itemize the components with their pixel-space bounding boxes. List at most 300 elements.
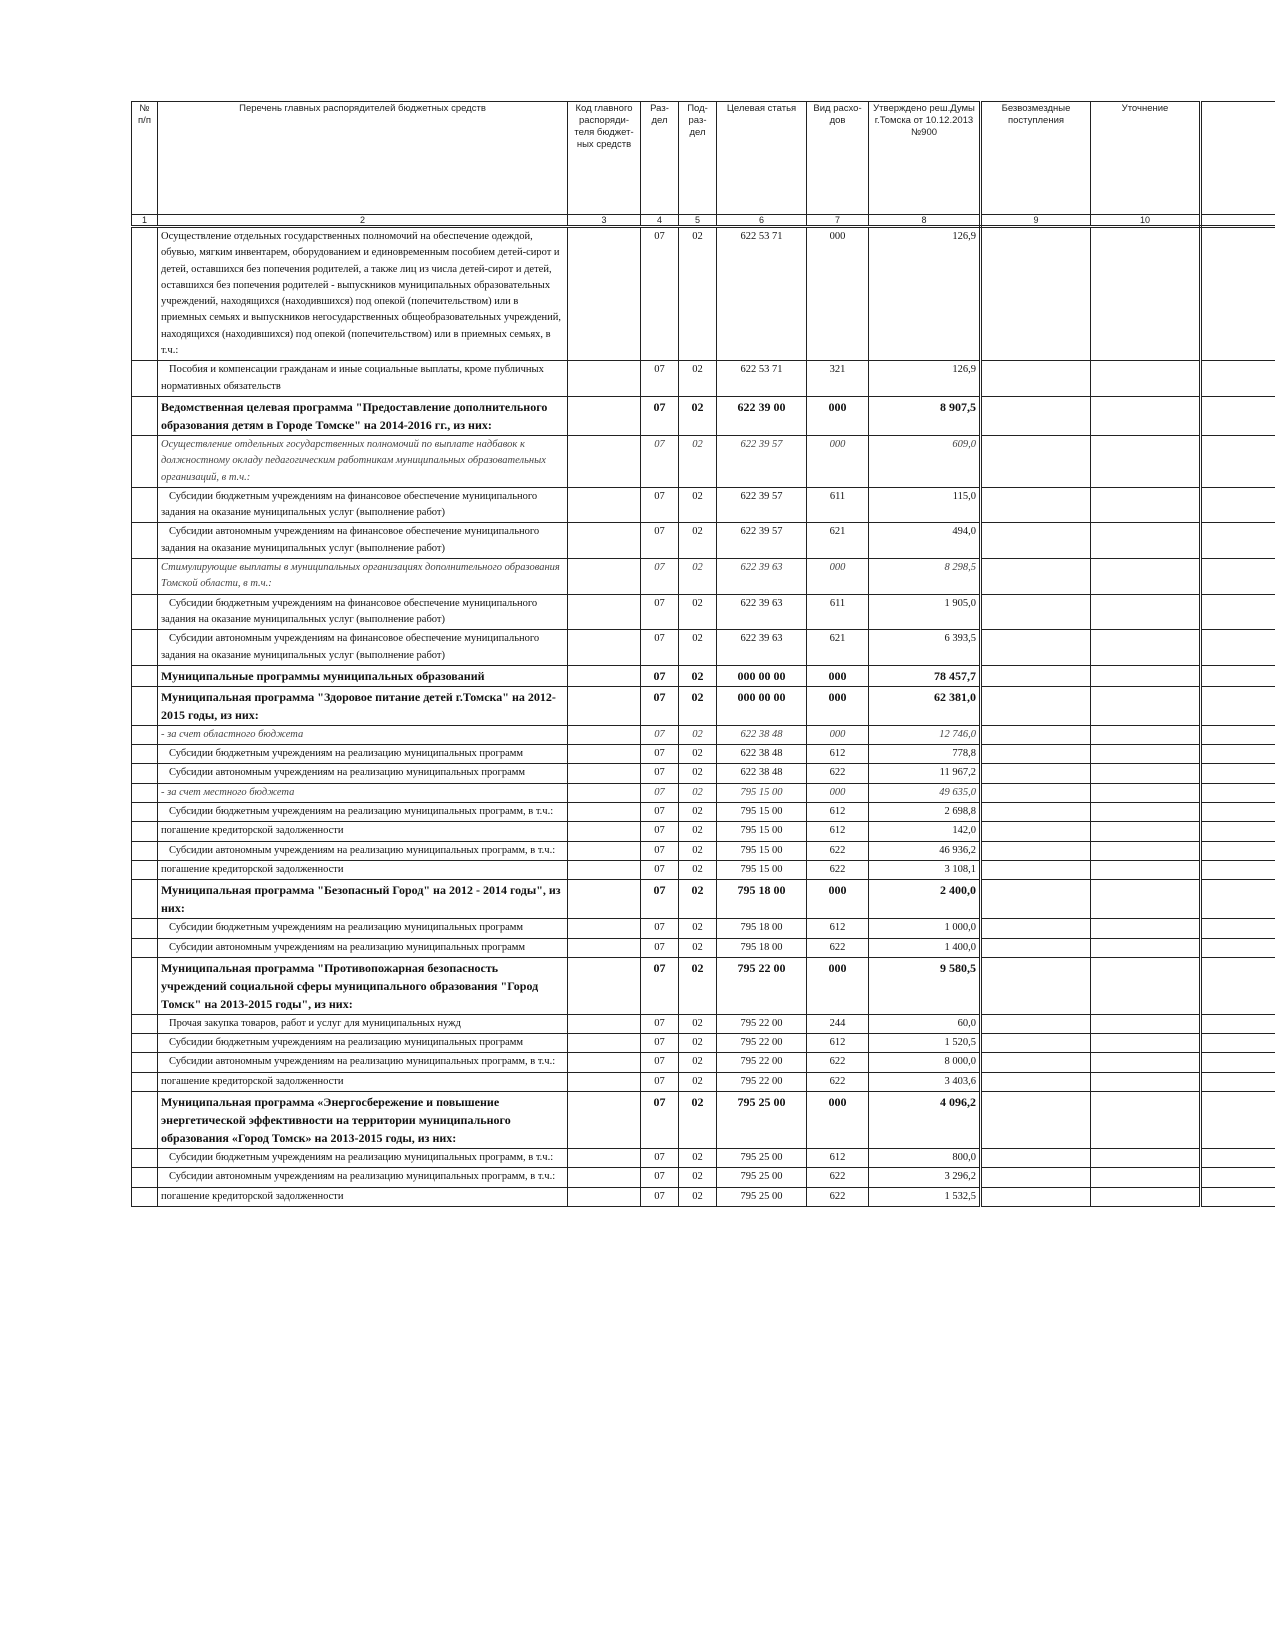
row-name-cell: Муниципальные программы муниципальных образований	[158, 665, 568, 686]
table-row	[132, 1053, 1275, 1072]
grants-cell	[981, 745, 1091, 764]
table-row	[132, 487, 1275, 523]
expense-type-cell: 612	[807, 822, 869, 841]
target-article-cell: 622 38 48	[717, 725, 807, 744]
row-number-cell	[132, 860, 158, 879]
subsection-cell: 02	[679, 764, 717, 783]
extra-cell	[1201, 1014, 1275, 1033]
approved-sum-cell: 115,0	[869, 487, 981, 523]
section-cell: 07	[641, 1053, 679, 1072]
expense-type-cell: 611	[807, 594, 869, 630]
column-number-row	[132, 215, 1275, 227]
row-number-cell	[132, 559, 158, 595]
section-cell: 07	[641, 487, 679, 523]
row-number-cell	[132, 1072, 158, 1091]
recipient-code-cell	[568, 686, 641, 725]
target-article-cell: 795 18 00	[717, 938, 807, 957]
approved-sum-cell: 12 746,0	[869, 725, 981, 744]
column-number: 10	[1091, 215, 1201, 227]
subsection-cell: 02	[679, 822, 717, 841]
extra-cell	[1201, 841, 1275, 860]
clarification-cell	[1091, 435, 1201, 487]
subsection-cell: 02	[679, 745, 717, 764]
recipient-code-cell	[568, 559, 641, 595]
header-section: Раз-дел	[641, 102, 679, 215]
subsection-cell: 02	[679, 559, 717, 595]
row-number-cell	[132, 783, 158, 802]
section-cell: 07	[641, 803, 679, 822]
approved-sum-cell: 609,0	[869, 435, 981, 487]
row-name-cell: погашение кредиторской задолженности	[158, 822, 568, 841]
grants-cell	[981, 1091, 1091, 1148]
row-number-cell	[132, 1091, 158, 1148]
expense-type-cell: 000	[807, 686, 869, 725]
approved-sum-cell: 8 000,0	[869, 1053, 981, 1072]
expense-type-cell: 244	[807, 1014, 869, 1033]
subsection-cell: 02	[679, 1034, 717, 1053]
recipient-code-cell	[568, 841, 641, 860]
expense-type-cell: 621	[807, 523, 869, 559]
target-article-cell: 795 22 00	[717, 1034, 807, 1053]
row-name-cell: погашение кредиторской задолженности	[158, 1072, 568, 1091]
grants-cell	[981, 783, 1091, 802]
column-number-extra	[1201, 215, 1275, 227]
target-article-cell: 795 15 00	[717, 841, 807, 860]
row-name-cell: Субсидии бюджетным учреждениям на реализацию муниципальных программ	[158, 745, 568, 764]
extra-cell	[1201, 783, 1275, 802]
recipient-code-cell	[568, 745, 641, 764]
extra-cell	[1201, 1168, 1275, 1187]
column-number: 4	[641, 215, 679, 227]
clarification-cell	[1091, 957, 1201, 1014]
row-name-cell: Стимулирующие выплаты в муниципальных организациях дополнительного образования Томской области, в т.ч.:	[158, 559, 568, 595]
approved-sum-cell: 2 400,0	[869, 880, 981, 919]
section-cell: 07	[641, 880, 679, 919]
table-row	[132, 919, 1275, 938]
extra-cell	[1201, 559, 1275, 595]
header-recipients: Перечень главных распорядителей бюджетных средств	[158, 102, 568, 215]
row-number-cell	[132, 665, 158, 686]
expense-type-cell: 000	[807, 665, 869, 686]
grants-cell	[981, 880, 1091, 919]
row-name-cell: погашение кредиторской задолженности	[158, 860, 568, 879]
clarification-cell	[1091, 745, 1201, 764]
recipient-code-cell	[568, 1168, 641, 1187]
target-article-cell: 795 22 00	[717, 1053, 807, 1072]
row-name-cell: Субсидии бюджетным учреждениям на финансовое обеспечение муниципального задания на оказание муниципальных услуг (выполнение работ)	[158, 487, 568, 523]
clarification-cell	[1091, 1014, 1201, 1033]
section-cell: 07	[641, 919, 679, 938]
section-cell: 07	[641, 860, 679, 879]
subsection-cell: 02	[679, 1168, 717, 1187]
subsection-cell: 02	[679, 665, 717, 686]
clarification-cell	[1091, 630, 1201, 666]
clarification-cell	[1091, 396, 1201, 435]
recipient-code-cell	[568, 1091, 641, 1148]
recipient-code-cell	[568, 919, 641, 938]
subsection-cell: 02	[679, 1091, 717, 1148]
row-number-cell	[132, 1014, 158, 1033]
subsection-cell: 02	[679, 957, 717, 1014]
budget-table-page	[131, 101, 1275, 1650]
row-number-cell	[132, 880, 158, 919]
column-number: 8	[869, 215, 981, 227]
column-number: 5	[679, 215, 717, 227]
subsection-cell: 02	[679, 1148, 717, 1167]
approved-sum-cell: 6 393,5	[869, 630, 981, 666]
clarification-cell	[1091, 880, 1201, 919]
header-grants: Безвозмездные поступления	[981, 102, 1091, 215]
table-row	[132, 435, 1275, 487]
table-row	[132, 686, 1275, 725]
subsection-cell: 02	[679, 1187, 717, 1206]
approved-sum-cell: 11 967,2	[869, 764, 981, 783]
target-article-cell: 795 22 00	[717, 1014, 807, 1033]
approved-sum-cell: 1 000,0	[869, 919, 981, 938]
table-row	[132, 957, 1275, 1014]
approved-sum-cell: 3 403,6	[869, 1072, 981, 1091]
table-row	[132, 1148, 1275, 1167]
recipient-code-cell	[568, 938, 641, 957]
row-number-cell	[132, 1034, 158, 1053]
recipient-code-cell	[568, 594, 641, 630]
recipient-code-cell	[568, 227, 641, 361]
row-number-cell	[132, 396, 158, 435]
section-cell: 07	[641, 725, 679, 744]
section-cell: 07	[641, 822, 679, 841]
subsection-cell: 02	[679, 841, 717, 860]
header-extra	[1201, 102, 1275, 215]
budget-table	[131, 101, 1275, 1207]
table-row	[132, 630, 1275, 666]
clarification-cell	[1091, 938, 1201, 957]
clarification-cell	[1091, 361, 1201, 397]
target-article-cell: 795 15 00	[717, 783, 807, 802]
row-name-cell: - за счет областного бюджета	[158, 725, 568, 744]
row-number-cell	[132, 841, 158, 860]
target-article-cell: 000 00 00	[717, 665, 807, 686]
recipient-code-cell	[568, 764, 641, 783]
row-number-cell	[132, 938, 158, 957]
target-article-cell: 795 15 00	[717, 803, 807, 822]
clarification-cell	[1091, 1091, 1201, 1148]
section-cell: 07	[641, 686, 679, 725]
approved-sum-cell: 4 096,2	[869, 1091, 981, 1148]
target-article-cell: 795 25 00	[717, 1148, 807, 1167]
recipient-code-cell	[568, 1014, 641, 1033]
expense-type-cell: 000	[807, 559, 869, 595]
target-article-cell: 795 22 00	[717, 1072, 807, 1091]
approved-sum-cell: 800,0	[869, 1148, 981, 1167]
clarification-cell	[1091, 764, 1201, 783]
subsection-cell: 02	[679, 594, 717, 630]
expense-type-cell: 321	[807, 361, 869, 397]
grants-cell	[981, 1014, 1091, 1033]
extra-cell	[1201, 686, 1275, 725]
extra-cell	[1201, 435, 1275, 487]
row-number-cell	[132, 745, 158, 764]
subsection-cell: 02	[679, 919, 717, 938]
clarification-cell	[1091, 841, 1201, 860]
section-cell: 07	[641, 938, 679, 957]
target-article-cell: 795 15 00	[717, 822, 807, 841]
section-cell: 07	[641, 361, 679, 397]
row-number-cell	[132, 594, 158, 630]
subsection-cell: 02	[679, 725, 717, 744]
subsection-cell: 02	[679, 880, 717, 919]
extra-cell	[1201, 1148, 1275, 1167]
row-name-cell: Осуществление отдельных государственных полномочий на обеспечение одеждой, обувью, мягким инвентарем, оборудованием и единовременным пособием детей-сирот и детей, оставшихся без попечения родителей, а также лиц из числа детей-сирот и детей, оставшихся без попечения родителей - выпускников муниципальных образовательных учреждений, находящихся (находившихся) под опекой (попечительством) или в приемных семьях и выпускников негосударственных общеобразовательных учреждений, находящихся (находившихся) под опекой (попечительством) или в приемных семьях, в т.ч.:	[158, 227, 568, 361]
row-number-cell	[132, 630, 158, 666]
extra-cell	[1201, 745, 1275, 764]
expense-type-cell: 000	[807, 725, 869, 744]
approved-sum-cell: 494,0	[869, 523, 981, 559]
row-name-cell: Муниципальная программа "Здоровое питание детей г.Томска" на 2012-2015 годы, из них:	[158, 686, 568, 725]
table-row	[132, 1072, 1275, 1091]
row-name-cell: Субсидии бюджетным учреждениям на реализацию муниципальных программ	[158, 1034, 568, 1053]
column-number: 9	[981, 215, 1091, 227]
grants-cell	[981, 822, 1091, 841]
row-number-cell	[132, 725, 158, 744]
target-article-cell: 622 39 57	[717, 523, 807, 559]
recipient-code-cell	[568, 1053, 641, 1072]
row-number-cell	[132, 1148, 158, 1167]
clarification-cell	[1091, 860, 1201, 879]
approved-sum-cell: 49 635,0	[869, 783, 981, 802]
expense-type-cell: 612	[807, 1034, 869, 1053]
extra-cell	[1201, 822, 1275, 841]
section-cell: 07	[641, 1034, 679, 1053]
recipient-code-cell	[568, 822, 641, 841]
expense-type-cell: 612	[807, 1148, 869, 1167]
row-number-cell	[132, 822, 158, 841]
recipient-code-cell	[568, 630, 641, 666]
column-number: 2	[158, 215, 568, 227]
grants-cell	[981, 594, 1091, 630]
recipient-code-cell	[568, 880, 641, 919]
row-name-cell: Субсидии бюджетным учреждениям на реализацию муниципальных программ, в т.ч.:	[158, 1148, 568, 1167]
grants-cell	[981, 725, 1091, 744]
header-number: № п/п	[132, 102, 158, 215]
header-recipient-code: Код главного распоряди-теля бюджет-ных средств	[568, 102, 641, 215]
row-name-cell: Муниципальная программа "Противопожарная безопасность учреждений социальной сферы муниципального образования "Город Томск" на 2013-2015 годы", из них:	[158, 957, 568, 1014]
row-number-cell	[132, 803, 158, 822]
row-name-cell: Муниципальная программа "Безопасный Город" на 2012 - 2014 годы", из них:	[158, 880, 568, 919]
table-row	[132, 880, 1275, 919]
recipient-code-cell	[568, 783, 641, 802]
grants-cell	[981, 1187, 1091, 1206]
target-article-cell: 622 39 63	[717, 594, 807, 630]
table-row	[132, 559, 1275, 595]
grants-cell	[981, 764, 1091, 783]
recipient-code-cell	[568, 361, 641, 397]
grants-cell	[981, 860, 1091, 879]
section-cell: 07	[641, 764, 679, 783]
clarification-cell	[1091, 594, 1201, 630]
extra-cell	[1201, 1187, 1275, 1206]
target-article-cell: 622 39 63	[717, 559, 807, 595]
grants-cell	[981, 523, 1091, 559]
row-name-cell: Субсидии бюджетным учреждениям на финансовое обеспечение муниципального задания на оказание муниципальных услуг (выполнение работ)	[158, 594, 568, 630]
extra-cell	[1201, 1072, 1275, 1091]
recipient-code-cell	[568, 435, 641, 487]
expense-type-cell: 622	[807, 841, 869, 860]
expense-type-cell: 621	[807, 630, 869, 666]
section-cell: 07	[641, 1168, 679, 1187]
extra-cell	[1201, 803, 1275, 822]
section-cell: 07	[641, 1072, 679, 1091]
clarification-cell	[1091, 919, 1201, 938]
section-cell: 07	[641, 665, 679, 686]
header-target-article: Целевая статья	[717, 102, 807, 215]
table-row	[132, 523, 1275, 559]
recipient-code-cell	[568, 1187, 641, 1206]
row-name-cell: Субсидии автономным учреждениям на реализацию муниципальных программ	[158, 764, 568, 783]
extra-cell	[1201, 396, 1275, 435]
row-name-cell: Субсидии автономным учреждениям на реализацию муниципальных программ, в т.ч.:	[158, 1053, 568, 1072]
approved-sum-cell: 8 298,5	[869, 559, 981, 595]
header-approved: Утверждено реш.Думы г.Томска от 10.12.2013 №900	[869, 102, 981, 215]
recipient-code-cell	[568, 523, 641, 559]
target-article-cell: 622 38 48	[717, 764, 807, 783]
clarification-cell	[1091, 686, 1201, 725]
extra-cell	[1201, 487, 1275, 523]
expense-type-cell: 612	[807, 803, 869, 822]
section-cell: 07	[641, 523, 679, 559]
row-number-cell	[132, 361, 158, 397]
table-row	[132, 1091, 1275, 1148]
approved-sum-cell: 1 905,0	[869, 594, 981, 630]
subsection-cell: 02	[679, 1053, 717, 1072]
row-name-cell: Субсидии автономным учреждениям на реализацию муниципальных программ, в т.ч.:	[158, 1168, 568, 1187]
grants-cell	[981, 559, 1091, 595]
clarification-cell	[1091, 559, 1201, 595]
expense-type-cell: 000	[807, 783, 869, 802]
target-article-cell: 622 38 48	[717, 745, 807, 764]
extra-cell	[1201, 957, 1275, 1014]
approved-sum-cell: 46 936,2	[869, 841, 981, 860]
table-row	[132, 227, 1275, 361]
approved-sum-cell: 1 520,5	[869, 1034, 981, 1053]
section-cell: 07	[641, 396, 679, 435]
grants-cell	[981, 938, 1091, 957]
expense-type-cell: 000	[807, 227, 869, 361]
clarification-cell	[1091, 487, 1201, 523]
clarification-cell	[1091, 1168, 1201, 1187]
approved-sum-cell: 778,8	[869, 745, 981, 764]
grants-cell	[981, 396, 1091, 435]
grants-cell	[981, 1168, 1091, 1187]
extra-cell	[1201, 860, 1275, 879]
grants-cell	[981, 1053, 1091, 1072]
section-cell: 07	[641, 957, 679, 1014]
row-number-cell	[132, 686, 158, 725]
clarification-cell	[1091, 783, 1201, 802]
target-article-cell: 622 53 71	[717, 227, 807, 361]
subsection-cell: 02	[679, 361, 717, 397]
subsection-cell: 02	[679, 860, 717, 879]
target-article-cell: 795 18 00	[717, 919, 807, 938]
approved-sum-cell: 1 532,5	[869, 1187, 981, 1206]
extra-cell	[1201, 665, 1275, 686]
table-row	[132, 938, 1275, 957]
row-name-cell: Субсидии бюджетным учреждениям на реализацию муниципальных программ	[158, 919, 568, 938]
row-name-cell: Осуществление отдельных государственных полномочий по выплате надбавок к должностному окладу педагогическим работникам муниципальных образовательных организаций, в т.ч.:	[158, 435, 568, 487]
row-number-cell	[132, 523, 158, 559]
approved-sum-cell: 142,0	[869, 822, 981, 841]
row-name-cell: Субсидии автономным учреждениям на реализацию муниципальных программ, в т.ч.:	[158, 841, 568, 860]
approved-sum-cell: 3 296,2	[869, 1168, 981, 1187]
approved-sum-cell: 126,9	[869, 361, 981, 397]
extra-cell	[1201, 227, 1275, 361]
target-article-cell: 622 53 71	[717, 361, 807, 397]
section-cell: 07	[641, 559, 679, 595]
column-number: 3	[568, 215, 641, 227]
approved-sum-cell: 1 400,0	[869, 938, 981, 957]
approved-sum-cell: 126,9	[869, 227, 981, 361]
extra-cell	[1201, 594, 1275, 630]
approved-sum-cell: 2 698,8	[869, 803, 981, 822]
clarification-cell	[1091, 1072, 1201, 1091]
table-row	[132, 745, 1275, 764]
target-article-cell: 795 25 00	[717, 1091, 807, 1148]
clarification-cell	[1091, 227, 1201, 361]
recipient-code-cell	[568, 1148, 641, 1167]
expense-type-cell: 622	[807, 938, 869, 957]
section-cell: 07	[641, 745, 679, 764]
recipient-code-cell	[568, 1072, 641, 1091]
target-article-cell: 795 25 00	[717, 1187, 807, 1206]
grants-cell	[981, 435, 1091, 487]
row-name-cell: погашение кредиторской задолженности	[158, 1187, 568, 1206]
recipient-code-cell	[568, 396, 641, 435]
expense-type-cell: 000	[807, 957, 869, 1014]
grants-cell	[981, 803, 1091, 822]
column-number: 6	[717, 215, 807, 227]
target-article-cell: 622 39 00	[717, 396, 807, 435]
row-name-cell: Прочая закупка товаров, работ и услуг для муниципальных нужд	[158, 1014, 568, 1033]
extra-cell	[1201, 919, 1275, 938]
table-row	[132, 841, 1275, 860]
row-number-cell	[132, 957, 158, 1014]
grants-cell	[981, 686, 1091, 725]
target-article-cell: 795 18 00	[717, 880, 807, 919]
clarification-cell	[1091, 1034, 1201, 1053]
row-name-cell: Субсидии автономным учреждениям на финансовое обеспечение муниципального задания на оказание муниципальных услуг (выполнение работ)	[158, 523, 568, 559]
table-row	[132, 803, 1275, 822]
clarification-cell	[1091, 725, 1201, 744]
expense-type-cell: 622	[807, 1053, 869, 1072]
expense-type-cell: 000	[807, 396, 869, 435]
subsection-cell: 02	[679, 803, 717, 822]
expense-type-cell: 622	[807, 764, 869, 783]
expense-type-cell: 622	[807, 860, 869, 879]
row-name-cell: Субсидии автономным учреждениям на финансовое обеспечение муниципального задания на оказание муниципальных услуг (выполнение работ)	[158, 630, 568, 666]
extra-cell	[1201, 1091, 1275, 1148]
subsection-cell: 02	[679, 1072, 717, 1091]
recipient-code-cell	[568, 957, 641, 1014]
expense-type-cell: 612	[807, 919, 869, 938]
row-name-cell: Субсидии бюджетным учреждениям на реализацию муниципальных программ, в т.ч.:	[158, 803, 568, 822]
approved-sum-cell: 62 381,0	[869, 686, 981, 725]
target-article-cell: 795 25 00	[717, 1168, 807, 1187]
clarification-cell	[1091, 665, 1201, 686]
grants-cell	[981, 957, 1091, 1014]
section-cell: 07	[641, 1014, 679, 1033]
subsection-cell: 02	[679, 1014, 717, 1033]
row-number-cell	[132, 1168, 158, 1187]
section-cell: 07	[641, 594, 679, 630]
